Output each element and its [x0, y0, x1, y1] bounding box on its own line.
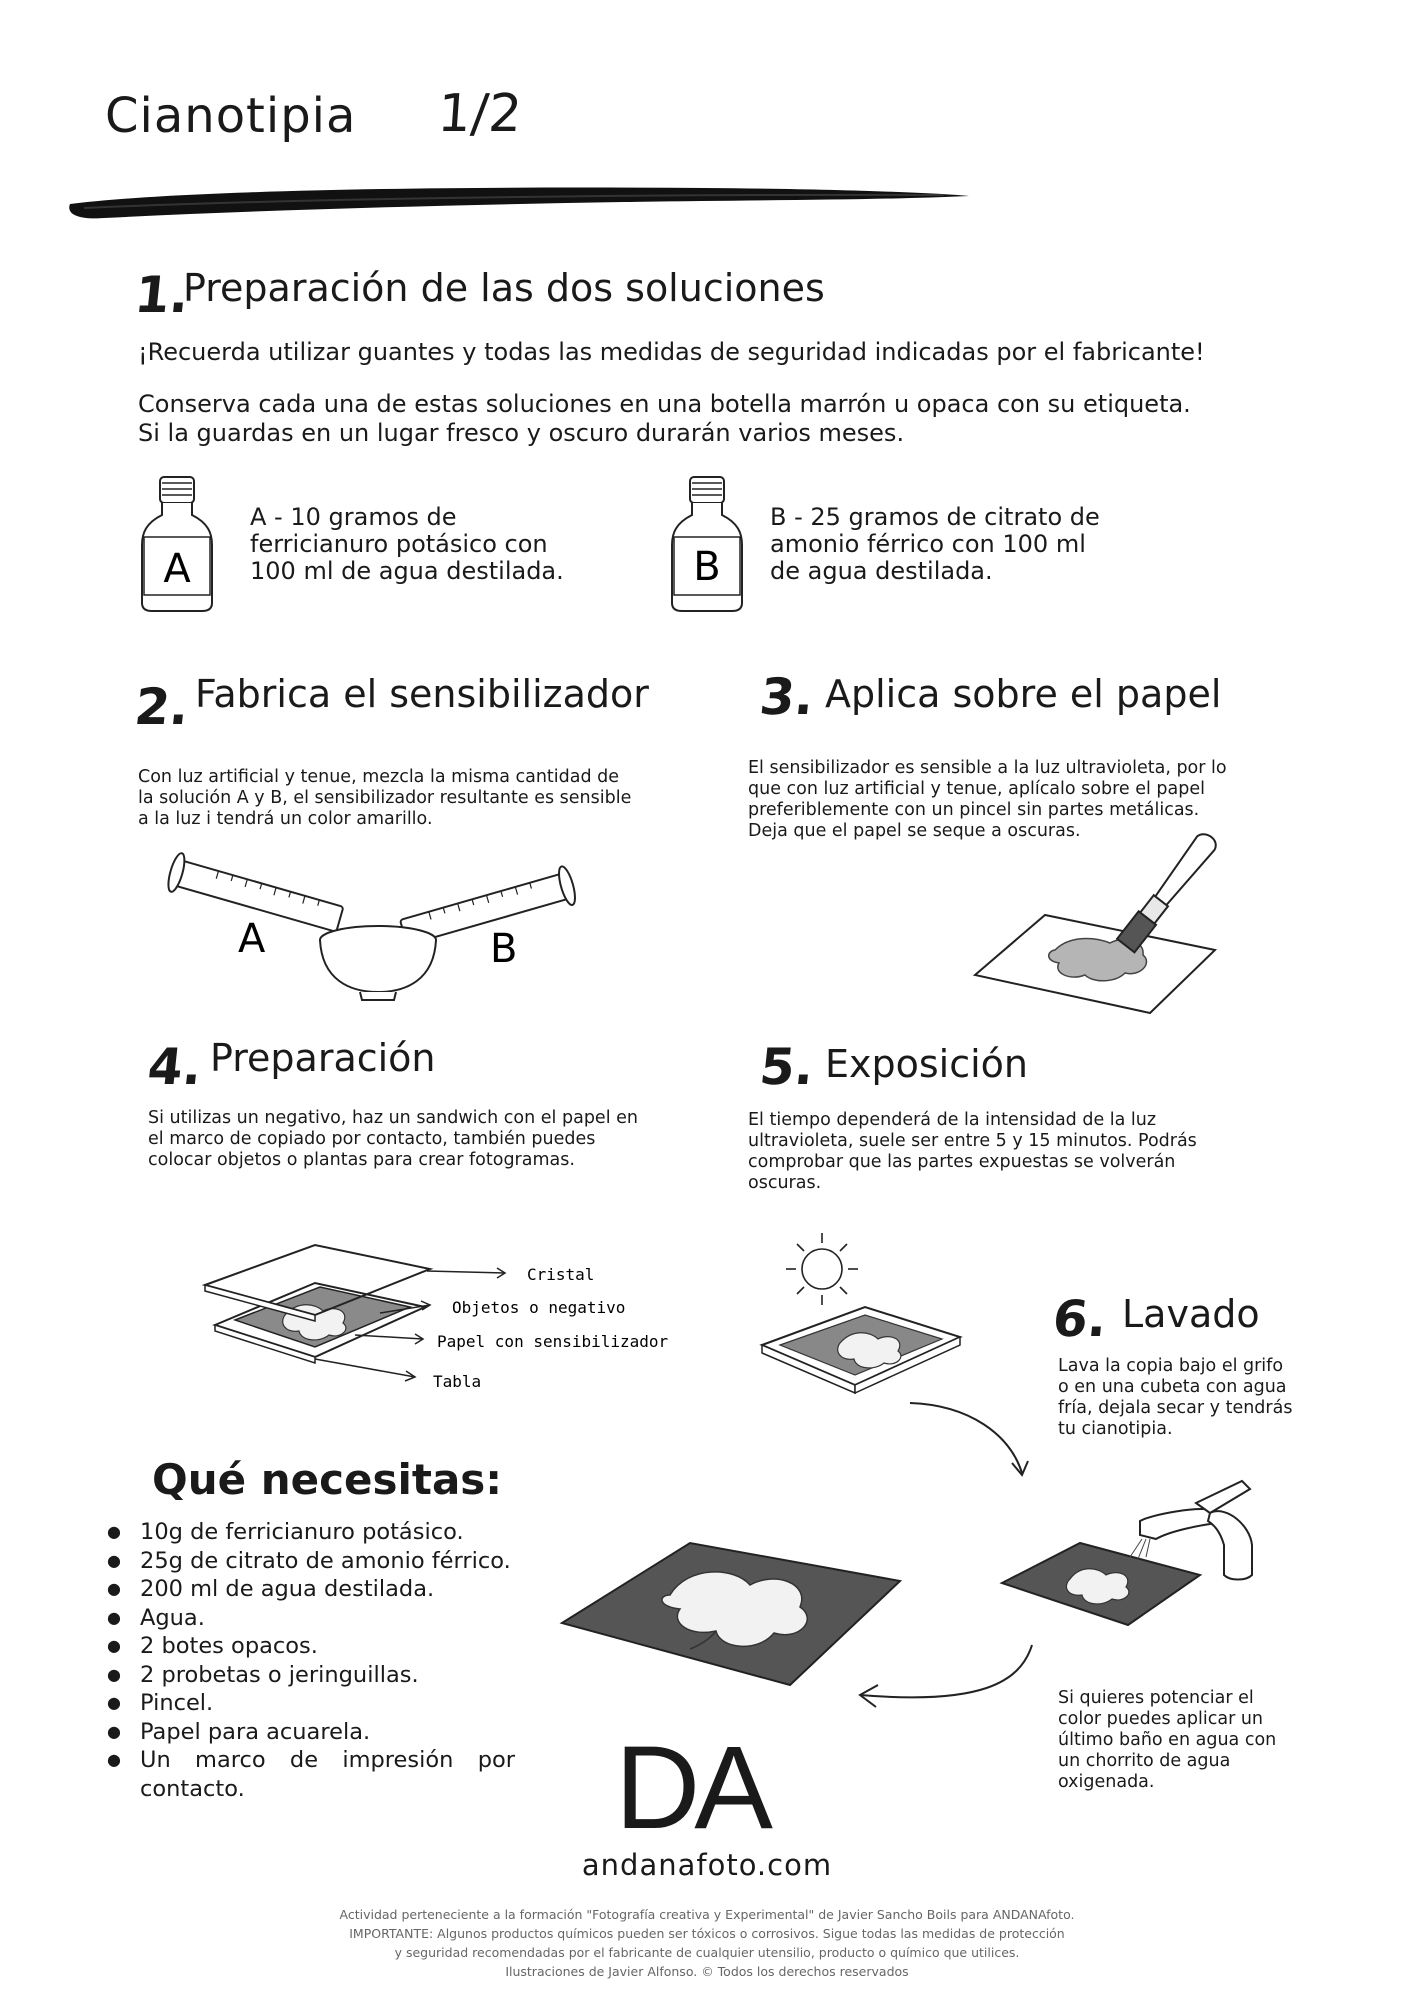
solution-a-line-3: 100 ml de agua destilada. [250, 557, 564, 585]
sun-icon [786, 1233, 858, 1305]
solution-a-line-1: A - 10 gramos de [250, 503, 457, 531]
solution-b-line-3: de agua destilada. [770, 557, 993, 585]
label-objetos: Objetos o negativo [452, 1298, 626, 1317]
cylinder-a-label: A [238, 916, 266, 962]
step-3-text-line-2: que con luz artificial y tenue, aplícalo sobre el papel [748, 779, 1205, 799]
step-3-text-line-1: El sensibilizador es sensible a la luz ultravioleta, por lo [748, 758, 1227, 778]
step-6-text-line-1: Lava la copia bajo el grifo [1058, 1356, 1284, 1376]
exposure-illustration [760, 1225, 1040, 1485]
bottle-a-icon [138, 475, 216, 615]
tip-line-3: último baño en agua con [1058, 1730, 1277, 1750]
step-6-text-line-2: o en una cubeta con agua [1058, 1377, 1287, 1397]
step-2-title: Fabrica el sensibilizador [195, 672, 649, 716]
brand-website[interactable]: andanafoto.com [581, 1848, 833, 1882]
list-item: ● Agua. [105, 1604, 515, 1633]
mixing-illustration [160, 840, 600, 1010]
step-3-title: Aplica sobre el papel [825, 672, 1222, 716]
list-item: ● Papel para acuarela. [105, 1718, 515, 1747]
list-item: ● 25g de citrato de amonio férrico. [105, 1547, 515, 1576]
list-item: ● 200 ml de agua destilada. [105, 1575, 515, 1604]
step-3-text-line-4: Deja que el papel se seque a oscuras. [748, 821, 1081, 841]
page-number: 1/2 [435, 84, 524, 144]
brush-stroke-divider [64, 178, 974, 222]
bottle-a-letter: A [163, 546, 191, 592]
step-6-text-line-3: fría, dejala secar y tendrás [1058, 1398, 1293, 1418]
footer-line-2: IMPORTANTE: Algunos productos químicos pueden ser tóxicos o corrosivos. Sigue todas las medidas de protección [349, 1926, 1065, 1941]
label-tabla: Tabla [433, 1372, 482, 1391]
footer-line-3: y seguridad recomendadas por el fabricante de cualquier utensilio, producto o químico que utilices. [394, 1945, 1020, 1960]
step-1-title: Preparación de las dos soluciones [183, 266, 825, 310]
storage-line-2: Si la guardas en un lugar fresco y oscuro durarán varios meses. [138, 419, 905, 447]
brush-on-paper-illustration [975, 855, 1215, 1015]
step-4-number: 4. [144, 1038, 205, 1096]
footer-line-4: Ilustraciones de Javier Alfonso. © Todos los derechos reservados [505, 1964, 909, 1979]
step-5-text-line-1: El tiempo dependerá de la intensidad de la luz [748, 1110, 1157, 1130]
label-papel: Papel con sensibilizador [437, 1332, 669, 1351]
step-1-number: 1. [131, 266, 192, 324]
step-4-title: Preparación [210, 1036, 436, 1080]
tip-line-1: Si quieres potenciar el [1058, 1688, 1254, 1708]
step-5-text-line-3: comprobar que las partes expuestas se volverán [748, 1152, 1176, 1172]
solution-a-line-2: ferricianuro potásico con [250, 530, 548, 558]
solution-b-line-2: amonio férrico con 100 ml [770, 530, 1086, 558]
step-6-number: 6. [1049, 1290, 1110, 1348]
step-4-text-line-2: el marco de copiado por contacto, también puedes [148, 1129, 596, 1149]
footer-line-1: Actividad perteneciente a la formación "Fotografía creativa y Experimental" de Javier Sancho Boils para ANDANAfoto. [339, 1907, 1075, 1922]
step-5-number: 5. [756, 1038, 817, 1096]
step-4-text-line-3: colocar objetos o plantas para crear fotogramas. [148, 1150, 575, 1170]
page-title: Cianotipia [105, 88, 357, 144]
step-6-text-line-4: tu cianotipia. [1058, 1419, 1173, 1439]
footer-disclaimer [0, 1905, 1414, 1981]
solution-b-line-1: B - 25 gramos de citrato de [770, 503, 1100, 531]
storage-line-1: Conserva cada una de estas soluciones en una botella marrón u opaca con su etiqueta. [138, 390, 1191, 418]
label-cristal: Cristal [527, 1265, 595, 1284]
step-2-number: 2. [131, 678, 192, 736]
step-2-text-line-3: a la luz i tendrá un color amarillo. [138, 809, 433, 829]
step-3-number: 3. [756, 668, 817, 726]
needs-title: Qué necesitas: [152, 1455, 503, 1504]
needs-list [105, 1518, 515, 1803]
brand-logo: DA [615, 1722, 767, 1854]
tip-line-5: oxigenada. [1058, 1772, 1155, 1792]
step-5-text-line-2: ultravioleta, suele ser entre 5 y 15 minutos. Podrás [748, 1131, 1197, 1151]
step-4-text-line-1: Si utilizas un negativo, haz un sandwich con el papel en [148, 1108, 638, 1128]
cylinder-b-label: B [490, 926, 518, 972]
list-item: ● 2 botes opacos. [105, 1632, 515, 1661]
step-3-text-line-3: preferiblemente con un pincel sin partes metálicas. [748, 800, 1200, 820]
tip-line-4: un chorrito de agua [1058, 1751, 1231, 1771]
step-6-title: Lavado [1122, 1292, 1260, 1336]
faucet-wash-illustration [1000, 1465, 1270, 1665]
list-item: ● Un marco de impresión por contacto. [105, 1746, 515, 1803]
bottle-b-letter: B [693, 544, 721, 590]
step-2-text-line-2: la solución A y B, el sensibilizador resultante es sensible [138, 788, 632, 808]
step-5-title: Exposición [825, 1042, 1029, 1086]
contact-frame-diagram [205, 1225, 669, 1400]
tip-line-2: color puedes aplicar un [1058, 1709, 1264, 1729]
bottle-b-icon [668, 475, 746, 615]
final-print-illustration [560, 1515, 1040, 1745]
list-item: ● Pincel. [105, 1689, 515, 1718]
safety-warning: ¡Recuerda utilizar guantes y todas las medidas de seguridad indicadas por el fabricante! [138, 338, 1205, 366]
list-item: ● 10g de ferricianuro potásico. [105, 1518, 515, 1547]
step-2-text-line-1: Con luz artificial y tenue, mezcla la misma cantidad de [138, 767, 620, 787]
step-5-text-line-4: oscuras. [748, 1173, 822, 1193]
list-item: ● 2 probetas o jeringuillas. [105, 1661, 515, 1690]
